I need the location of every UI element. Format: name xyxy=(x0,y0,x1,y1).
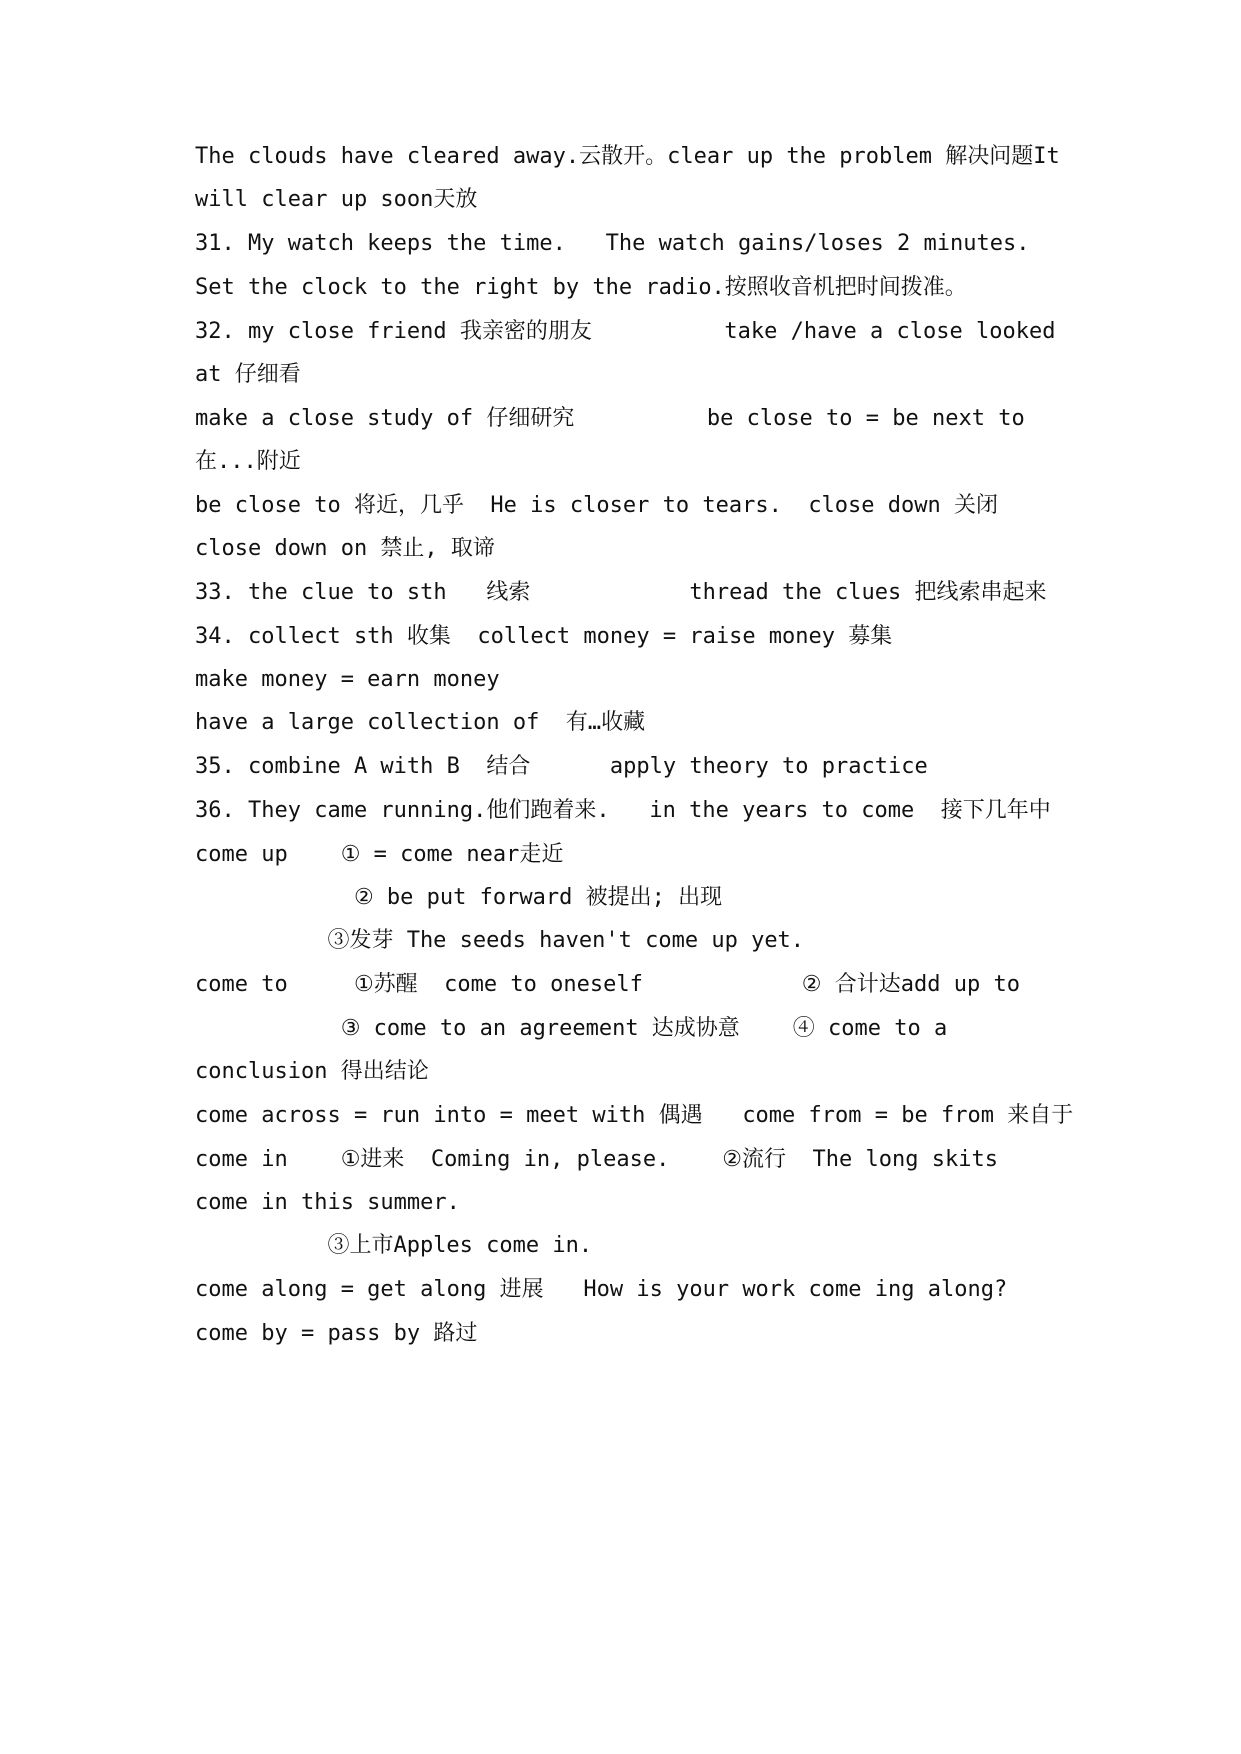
text-line-22: conclusion 得出结论 xyxy=(195,1059,429,1084)
text-line-24: come in ①进来 Coming in, please. ②流行 The long skits xyxy=(195,1147,998,1172)
text-line-28: come by = pass by 路过 xyxy=(195,1321,478,1346)
text-line-13: make money = earn money xyxy=(195,667,500,692)
text-line-10: close down on 禁止, 取谛 xyxy=(195,536,495,561)
text-line-21: ③ come to an agreement 达成协意 ④ come to a xyxy=(195,1016,948,1041)
text-line-16: 36. They came running.他们跑着来. in the years to come 接下几年中 xyxy=(195,798,1051,823)
text-line-25: come in this summer. xyxy=(195,1190,460,1215)
text-line-7: make a close study of 仔细研究 be close to = be next to xyxy=(195,406,1025,431)
text-line-27: come along = get along 进展 How is your work come ing along? xyxy=(195,1277,1008,1302)
text-line-9: be close to 将近，几乎 He is closer to tears. close down 关闭 xyxy=(195,493,999,518)
text-line-26: ③上市Apples come in. xyxy=(195,1233,593,1258)
text-line-18: ② be put forward 被提出; 出现 xyxy=(195,885,723,910)
text-line-14: have a large collection of 有…收藏 xyxy=(195,710,646,735)
text-line-1: The clouds have cleared away.云散开。clear up the problem 解决问题It xyxy=(195,144,1060,169)
text-line-17: come up ① = come near走近 xyxy=(195,842,564,867)
text-line-8: 在...附近 xyxy=(195,449,301,474)
text-line-3: 31. My watch keeps the time. The watch gains/loses 2 minutes. xyxy=(195,231,1030,256)
text-line-4: Set the clock to the right by the radio.按照收音机把时间拨准。 xyxy=(195,275,967,300)
text-line-6: at 仔细看 xyxy=(195,362,301,387)
text-line-11: 33. the clue to sth 线索 thread the clues 把线索串起来 xyxy=(195,580,1047,605)
text-line-23: come across = run into = meet with 偶遇 come from = be from 来自于 xyxy=(195,1103,1074,1128)
text-line-15: 35. combine A with B 结合 apply theory to practice xyxy=(195,754,928,779)
text-line-19: ③发芽 The seeds haven't come up yet. xyxy=(195,928,805,953)
text-line-12: 34. collect sth 收集 collect money = raise money 募集 xyxy=(195,624,893,649)
text-line-20: come to ①苏醒 come to oneself ② 合计达add up to xyxy=(195,972,1020,997)
text-line-5: 32. my close friend 我亲密的朋友 take /have a close looked xyxy=(195,319,1056,344)
text-line-2: will clear up soon天放 xyxy=(195,187,478,212)
